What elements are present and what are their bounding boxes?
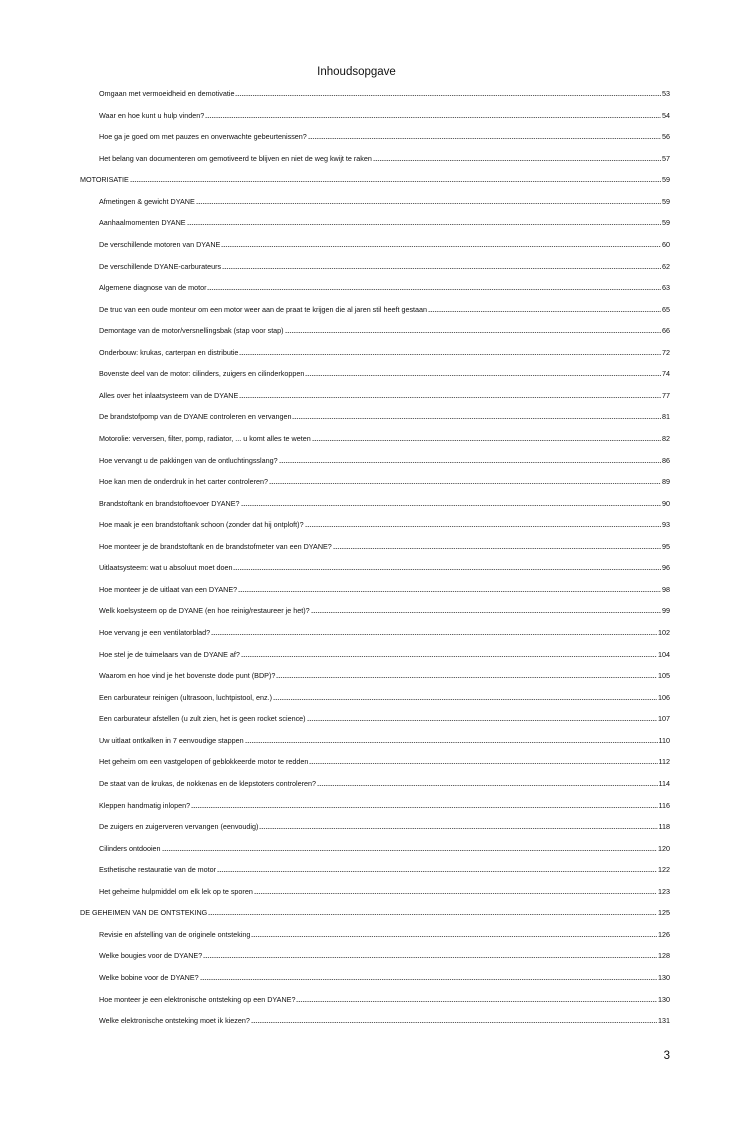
toc-entry-page: 131 (658, 1016, 670, 1026)
dot-leader (305, 526, 661, 527)
toc-entry-title: Hoe maak je een brandstoftank schoon (zonder dat hij ontploft)? (99, 520, 304, 530)
toc-entry-page: 81 (662, 412, 670, 422)
dot-leader (309, 763, 657, 764)
toc-entry-page: 63 (662, 283, 670, 292)
toc-entry-page: 54 (662, 110, 670, 120)
toc-entry-page: 65 (662, 304, 670, 314)
toc-entry-page: 99 (662, 606, 670, 616)
dot-leader (311, 612, 661, 613)
toc-entry-title: Aanhaalmomenten DYANE (99, 218, 186, 228)
dot-leader (217, 871, 657, 872)
dot-leader (373, 160, 661, 161)
toc-entry (99, 409, 670, 421)
dot-leader (130, 181, 661, 182)
toc-entry-page: 102 (658, 628, 670, 637)
toc-entry-page: 112 (658, 757, 670, 767)
toc-entry-page: 90 (662, 498, 670, 508)
toc-entry (99, 194, 670, 206)
toc-entry-title: Uitlaatsysteem: wat u absoluut moet doen (99, 563, 233, 573)
toc-entry-page: 77 (662, 390, 670, 400)
dot-leader (196, 203, 661, 204)
toc-entry (99, 992, 670, 1004)
toc-entry-title: Hoe ga je goed om met pauzes en onverwachte gebeurtenissen? (99, 132, 307, 142)
toc-entry (99, 625, 670, 637)
toc-entry-title: MOTORISATIE (80, 175, 129, 185)
toc-entry (99, 323, 670, 335)
dot-leader (222, 268, 661, 269)
toc-entry (99, 431, 670, 443)
toc-entry-page: 60 (662, 239, 670, 249)
toc-entry-title: Hoe vervangt u de pakkingen van de ontluchtingsslang? (99, 455, 278, 465)
toc-entry (99, 862, 670, 874)
toc-entry-page: 106 (658, 692, 670, 702)
toc-section-entry (80, 172, 670, 184)
dot-leader (200, 979, 657, 980)
toc-entry (99, 129, 670, 141)
dot-leader (187, 224, 661, 225)
toc-entry-title: Het belang van documenteren om gemotiveerd te blijven en niet de weg kwijt te raken (99, 153, 372, 163)
toc-entry-page: 86 (662, 455, 670, 465)
toc-entry-title: Uw uitlaat ontkalken in 7 eenvoudige stappen (99, 735, 244, 745)
toc-entry-title: Hoe monteer je de uitlaat van een DYANE? (99, 584, 238, 594)
dot-leader (285, 332, 661, 333)
toc-entry-title: Hoe kan men de onderdruk in het carter controleren? (99, 477, 269, 487)
toc-entry-page: 53 (662, 89, 670, 98)
toc-entry-page: 126 (658, 929, 670, 939)
toc-entry-page: 125 (658, 908, 670, 918)
toc-entry (99, 754, 670, 766)
dot-leader (191, 807, 657, 808)
toc-entry-page: 114 (658, 778, 670, 788)
dot-leader (305, 375, 661, 376)
toc-entry-title: De truc van een oude monteur om een motor weer aan de praat te krijgen die al jaren stil heeft gestaan (99, 304, 428, 314)
toc-entry (99, 539, 670, 551)
toc-entry (99, 259, 670, 271)
toc-entry-page: 116 (658, 800, 670, 810)
toc-entry-page: 96 (662, 563, 670, 573)
dot-leader (241, 656, 657, 657)
toc-entry (99, 237, 670, 249)
toc-entry (99, 582, 670, 594)
toc-entry-page: 66 (662, 326, 670, 336)
toc-entry-page: 62 (662, 261, 670, 271)
toc-entry-page: 59 (662, 218, 670, 228)
dot-leader (333, 548, 661, 549)
toc-entry-title: DE GEHEIMEN VAN DE ONTSTEKING (80, 908, 208, 918)
toc-entry-title: Omgaan met vermoeidheid en demotivatie (99, 89, 235, 98)
toc-entry-title: Brandstoftank en brandstoftoevoer DYANE? (99, 498, 240, 508)
toc-entry-title: Revisie en afstelling van de originele ontsteking (99, 929, 251, 939)
toc-entry-title: Afmetingen & gewicht DYANE (99, 196, 195, 206)
dot-leader (205, 117, 661, 118)
toc-entry-page: 98 (662, 584, 670, 594)
toc-entry (99, 711, 670, 723)
toc-entry-page: 89 (662, 477, 670, 487)
toc-entry-page: 118 (658, 822, 670, 831)
toc-entry (99, 345, 670, 357)
dot-leader (239, 397, 661, 398)
toc-entry-title: De staat van de krukas, de nokkenas en de klepstoters controleren? (99, 778, 316, 788)
toc-entry (99, 733, 670, 745)
toc-entry (99, 151, 670, 163)
dot-leader (207, 289, 661, 290)
toc-entry-title: Algemene diagnose van de motor (99, 283, 207, 292)
toc-entry-title: Hoe monteer je de brandstoftank en de brandstofmeter van een DYANE? (99, 541, 332, 551)
toc-entry (99, 388, 670, 400)
toc-entry-page: 104 (658, 649, 670, 659)
toc-entry (99, 86, 670, 98)
toc-entry-title: Een carburateur afstellen (u zult zien, het is geen rocket science) (99, 714, 306, 724)
dot-leader (233, 569, 661, 570)
toc-entry-title: Motorolie: verversen, filter, pomp, radiator, ... u komt alles te weten (99, 434, 311, 443)
toc-entry (99, 647, 670, 659)
toc-entry-title: Onderbouw: krukas, carterpan en distributie (99, 347, 239, 357)
toc-entry (99, 366, 670, 378)
dot-leader (221, 246, 661, 247)
toc-entry-title: Hoe stel je de tuimelaars van de DYANE af? (99, 649, 240, 659)
dot-leader (317, 785, 658, 786)
toc-entry (99, 841, 670, 853)
toc-entry (99, 453, 670, 465)
dot-leader (259, 828, 657, 829)
toc-entry-page: 74 (662, 369, 670, 379)
toc-entry-page: 120 (658, 843, 670, 853)
dot-leader (292, 418, 661, 419)
toc-entry-title: De verschillende DYANE-carburateurs (99, 261, 222, 271)
dot-leader (276, 677, 657, 678)
toc-entry-page: 128 (658, 951, 670, 961)
toc-entry-page: 72 (662, 347, 670, 357)
dot-leader (273, 699, 657, 700)
toc-entry (99, 776, 670, 788)
dot-leader (241, 505, 661, 506)
toc-entry-title: Cilinders ontdooien (99, 843, 161, 853)
dot-leader (269, 483, 661, 484)
toc-entry-page: 82 (662, 434, 670, 443)
dot-leader (251, 1022, 657, 1023)
toc-entry-page: 59 (662, 175, 670, 185)
toc-entry (99, 603, 670, 615)
dot-leader (208, 914, 657, 915)
toc-entry-page: 95 (662, 541, 670, 551)
dot-leader (279, 462, 661, 463)
dot-leader (238, 591, 661, 592)
toc-entry-title: Welke bougies voor de DYANE? (99, 951, 203, 961)
dot-leader (211, 634, 657, 635)
toc-entry-title: Hoe vervang je een ventilatorblad? (99, 628, 211, 637)
toc-entry (99, 927, 670, 939)
toc-entry-title: De zuigers en zuigerveren vervangen (eenvoudig) (99, 822, 259, 831)
toc-entry-title: Bovenste deel van de motor: cilinders, zuigers en cilinderkoppen (99, 369, 305, 379)
toc-entry-title: Welke elektronische ontsteking moet ik kiezen? (99, 1016, 250, 1026)
toc-entry-page: 57 (662, 153, 670, 163)
toc-entry (99, 517, 670, 529)
dot-leader (235, 95, 661, 96)
toc-entry-title: Kleppen handmatig inlopen? (99, 800, 191, 810)
toc-entry (99, 280, 670, 292)
dot-leader (307, 720, 657, 721)
dot-leader (162, 850, 657, 851)
toc-entry-page: 105 (658, 671, 670, 681)
toc-entry-page: 130 (658, 973, 670, 982)
toc-entry-page: 130 (658, 994, 670, 1004)
toc-entry-page: 110 (658, 735, 670, 745)
toc-entry-title: Alles over het inlaatsysteem van de DYANE (99, 390, 239, 400)
toc-entry-page: 93 (662, 520, 670, 530)
toc-entry (99, 1013, 670, 1025)
toc-entry-title: De brandstofpomp van de DYANE controleren en vervangen (99, 412, 292, 422)
toc-entry (99, 884, 670, 896)
toc-entry (99, 560, 670, 572)
toc-entry-title: Demontage van de motor/versnellingsbak (stap voor stap) (99, 326, 284, 336)
toc-entry-page: 107 (658, 714, 670, 724)
dot-leader (254, 893, 657, 894)
toc-entry (99, 948, 670, 960)
toc-entry-title: Het geheime hulpmiddel om elk lek op te sporen (99, 886, 253, 896)
dot-leader (239, 354, 661, 355)
toc-section-entry (80, 905, 670, 917)
toc-title: Inhoudsopgave (317, 66, 396, 78)
dot-leader (251, 936, 657, 937)
dot-leader (296, 1001, 657, 1002)
toc-entry (99, 970, 670, 982)
toc-entry (99, 108, 670, 120)
toc-entry-title: Welk koelsysteem op de DYANE (en hoe reinig/restaureer je het)? (99, 606, 310, 616)
toc-entry-title: De verschillende motoren van DYANE (99, 239, 221, 249)
toc-entry (99, 302, 670, 314)
toc-entry (99, 474, 670, 486)
toc-entry-title: Waar en hoe kunt u hulp vinden? (99, 110, 205, 120)
toc-entry (99, 690, 670, 702)
dot-leader (245, 742, 658, 743)
dot-leader (428, 311, 661, 312)
toc-entry-title: Welke bobine voor de DYANE? (99, 973, 199, 982)
toc-entry (99, 215, 670, 227)
dot-leader (312, 440, 661, 441)
dot-leader (308, 138, 661, 139)
page-number: 3 (663, 1050, 670, 1062)
toc-entry-title: Esthetische restauratie van de motor (99, 865, 217, 875)
dot-leader (203, 957, 657, 958)
toc-entry-page: 122 (658, 865, 670, 875)
toc-entry-page: 59 (662, 196, 670, 206)
toc-entry-title: Waarom en hoe vind je het bovenste dode punt (BDP)? (99, 671, 276, 681)
toc-entry-page: 123 (658, 886, 670, 896)
toc-entry (99, 819, 670, 831)
toc-entry-title: Een carburateur reinigen (ultrasoon, luchtpistool, enz.) (99, 692, 272, 702)
toc-entry (99, 668, 670, 680)
toc-entry-page: 56 (662, 132, 670, 142)
toc-entry-title: Het geheim om een vastgelopen of geblokkeerde motor te redden (99, 757, 309, 767)
toc-entry (99, 798, 670, 810)
toc-entry-title: Hoe monteer je een elektronische ontsteking op een DYANE? (99, 994, 296, 1004)
toc-entry (99, 496, 670, 508)
